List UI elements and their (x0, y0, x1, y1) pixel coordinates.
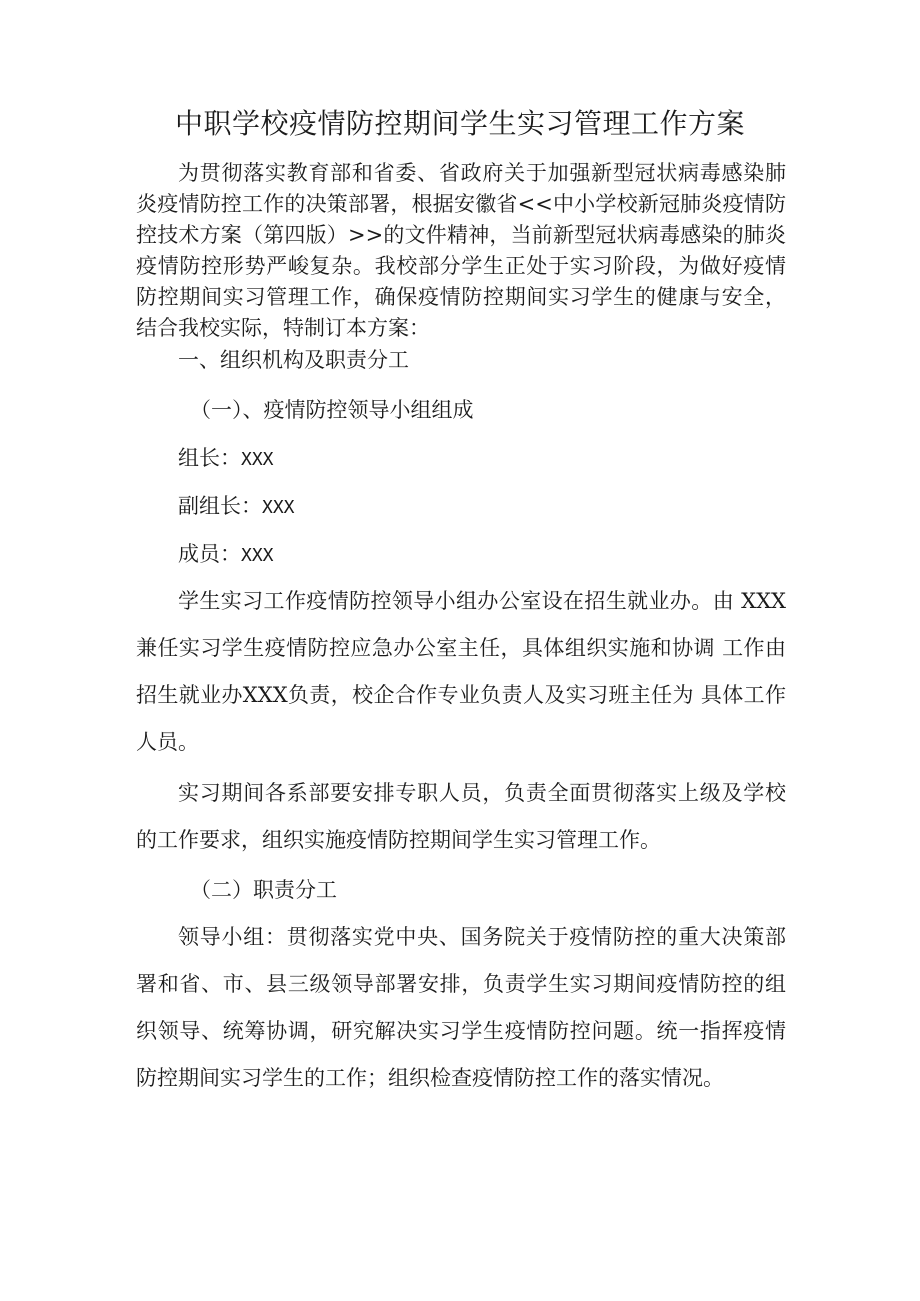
intro-paragraph: 为贯彻落实教育部和省委、省政府关于加强新型冠状病毒感染肺炎疫情防控工作的决策部署，根据安徽省<<中小学校新冠肺炎疫情防控技术方案（第四版）>>的文件精神，当前新型冠状病毒感染的肺炎疫情防控形势严峻复杂。我校部分学生正处于实习阶段，为做好疫情防控期间实习管理工作，确保疫情防控期间实习学生的健康与安全，结合我校实际，特制订本方案： (136, 161, 786, 340)
deputy-leader-line (178, 491, 828, 523)
subsection-heading-leadership-group: （一）、疫情防控领导小组组成 (190, 398, 474, 422)
deputy-leader-value: XXX (262, 497, 295, 518)
leadership-group-paragraph: 领导小组：贯彻落实党中央、国务院关于疫情防控的重大决策部署和省、市、县三级领导部署安排，负责学生实习期间疫情防控的组织领导、统筹协调，研究解决实习学生疫情防控问题。统一指挥疫情防控期间实习学生的工作；组织检查疫情防控工作的落实情况。 (136, 925, 786, 1090)
leader-value: XXX (241, 449, 274, 470)
office-paragraph: 学生实习工作疫情防控领导小组办公室设在招生就业办。由 XXX兼任实习学生疫情防控应急办公室主任，具体组织实施和协调 工作由招生就业办XXX负责，校企合作专业负责人及实习班主任为 具体工作人员。 (136, 589, 786, 754)
subsection-heading-responsibilities: （二）职责分工 (190, 878, 337, 902)
departments-paragraph: 实习期间各系部要安排专职人员，负责全面贯彻落实上级及学校的工作要求，组织实施疫情防控期间学生实习管理工作。 (136, 781, 786, 852)
deputy-leader-label: 副组长： (178, 494, 262, 518)
document-title: 中职学校疫情防控期间学生实习管理工作方案 (174, 107, 745, 140)
leader-label: 组长： (178, 446, 241, 470)
members-value: XXX (241, 545, 274, 566)
leader-line (178, 443, 828, 475)
members-label: 成员： (178, 542, 241, 566)
section-heading-organization: 一、组织机构及职责分工 (178, 348, 409, 372)
members-line (178, 539, 828, 571)
